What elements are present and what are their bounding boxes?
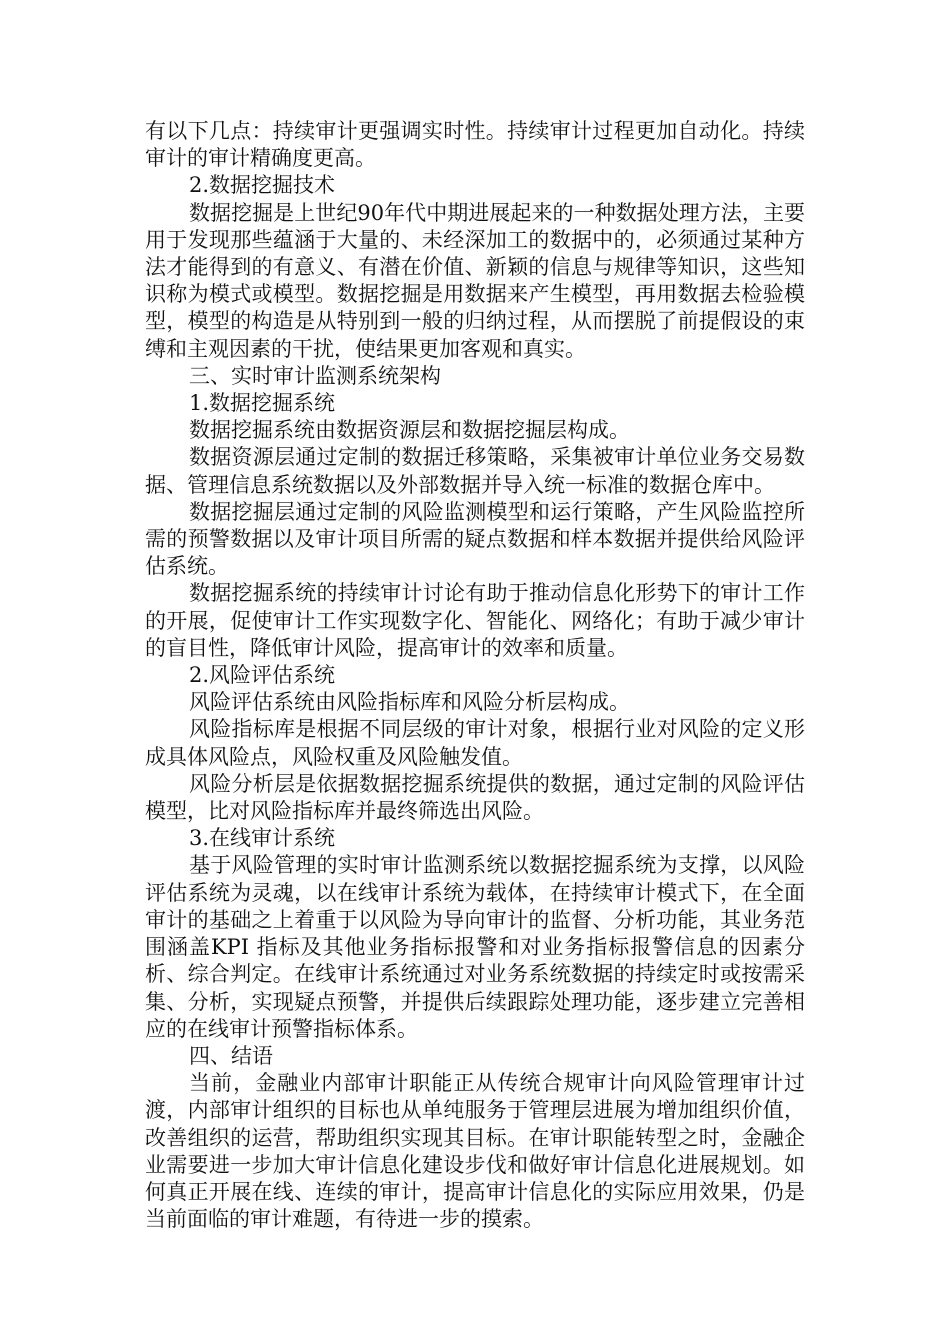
section-heading: 三、实时审计监测系统架构 bbox=[189, 363, 441, 388]
paragraph: 有以下几点：持续审计更强调实时性。持续审计过程更加自动化。持续审计的审计精确度更高。 bbox=[145, 119, 805, 171]
paragraph: 风险分析层是依据数据挖掘系统提供的数据，通过定制的风险评估模型，比对风险指标库并最终筛选出风险。 bbox=[145, 771, 805, 824]
section-heading: 2.风险评估系统 bbox=[189, 663, 336, 688]
paragraph: 数据挖掘是上世纪90年代中期进展起来的一种数据处理方法，主要用于发现那些蕴涵于大量的、未经深加工的数据中的，必须通过某种方法才能得到的有意义、有潜在价值、新颖的信息与规律等知识，这些知识称为模式或模型。数据挖掘是用数据来产生模型，再用数据去检验模型，模型的构造是从特别到一般的归纳过程，从而摆脱了前提假设的束缚和主观因素的干扰，使结果更加客观和真实。 bbox=[145, 200, 805, 361]
section-heading: 3.在线审计系统 bbox=[189, 826, 336, 851]
paragraph: 当前，金融业内部审计职能正从传统合规审计向风险管理审计过渡，内部审计组织的目标也从单纯服务于管理层进展为增加组织价值，改善组织的运营，帮助组织实现其目标。在审计职能转型之时，金融企业需要进一步加大审计信息化建设步伐和做好审计信息化进展规划。如何真正开展在线、连续的审计，提高审计信息化的实际应用效果，仍是当前面临的审计难题，有待进一步的摸索。 bbox=[145, 1071, 805, 1232]
section-heading: 2.数据挖掘技术 bbox=[189, 173, 336, 198]
paragraph: 风险评估系统由风险指标库和风险分析层构成。 bbox=[189, 690, 630, 715]
paragraph: 数据挖掘层通过定制的风险监测模型和运行策略，产生风险监控所需的预警数据以及审计项目所需的疑点数据和样本数据并提供给风险评估系统。 bbox=[145, 499, 805, 579]
paragraph: 风险指标库是根据不同层级的审计对象，根据行业对风险的定义形成具体风险点，风险权重及风险触发值。 bbox=[145, 717, 805, 769]
paragraph: 基于风险管理的实时审计监测系统以数据挖掘系统为支撑，以风险评估系统为灵魂，以在线审计系统为载体，在持续审计模式下，在全面审计的基础之上着重于以风险为导向审计的监督、分析功能，其业务范围涵盖KPI 指标及其他业务指标报警和对业务指标报警信息的因素分析、综合判定。在线审计系统通过对业务系统数据的持续定时或按需采集、分析，实现疑点预警，并提供后续跟踪处理功能，逐步建立完善相应的在线审计预警指标体系。 bbox=[145, 853, 805, 1041]
section-heading: 1.数据挖掘系统 bbox=[189, 391, 336, 416]
paragraph: 数据挖掘系统由数据资源层和数据挖掘层构成。 bbox=[189, 418, 630, 443]
document-page bbox=[145, 118, 805, 1233]
paragraph: 数据资源层通过定制的数据迁移策略，采集被审计单位业务交易数据、管理信息系统数据以及外部数据并导入统一标准的数据仓库中。 bbox=[145, 445, 805, 497]
section-heading: 四、结语 bbox=[189, 1043, 273, 1068]
paragraph: 数据挖掘系统的持续审计讨论有助于推动信息化形势下的审计工作的开展，促使审计工作实现数字化、智能化、网络化；有助于减少审计的盲目性，降低审计风险，提高审计的效率和质量。 bbox=[145, 581, 805, 660]
